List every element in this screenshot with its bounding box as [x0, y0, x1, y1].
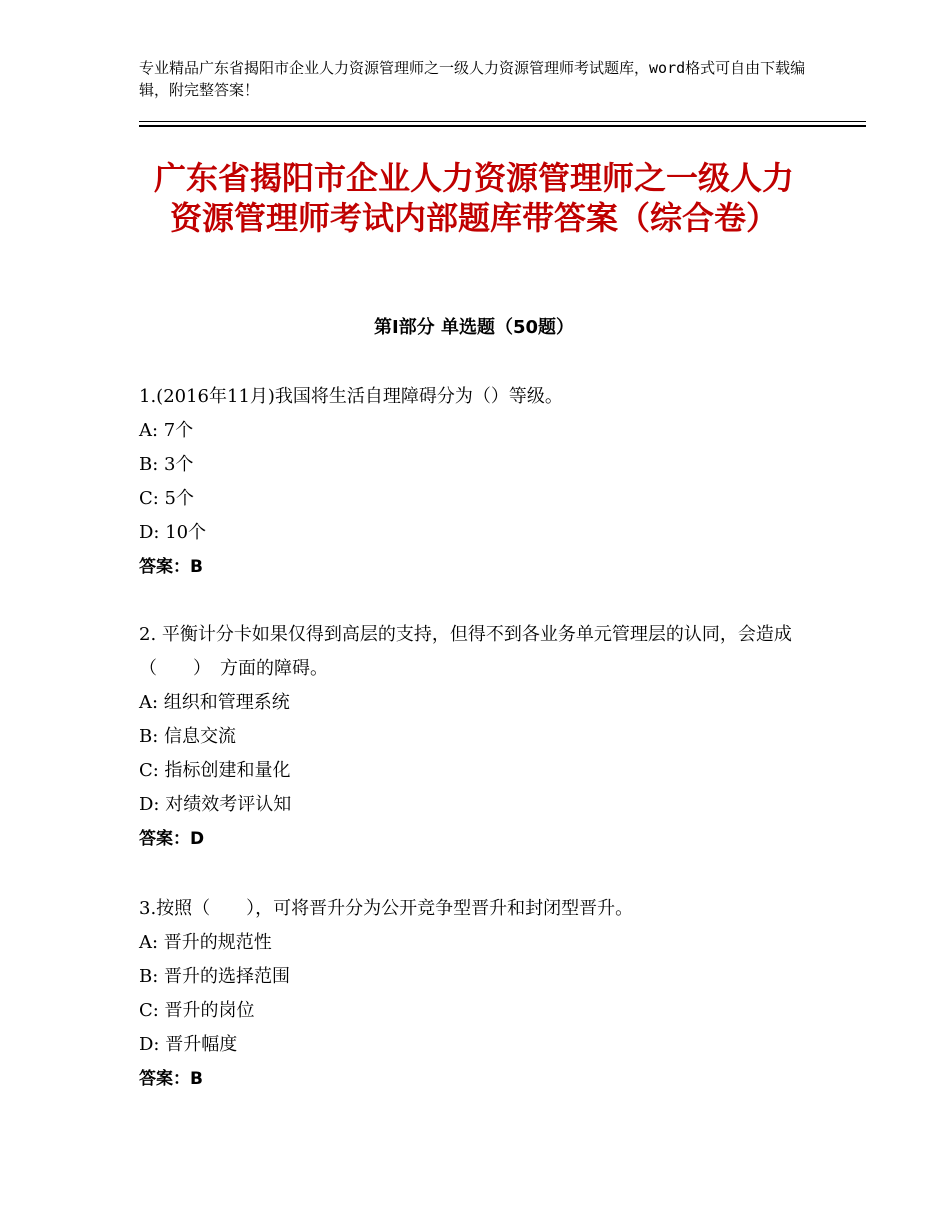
option-a: A: 7个: [139, 420, 194, 441]
question-text: 1.(2016年11月)我国将生活自理障碍分为（）等级。: [139, 386, 563, 407]
question-block: [139, 618, 819, 856]
header-divider: [139, 121, 866, 122]
option-c: C: 指标创建和量化: [139, 760, 291, 781]
question-text: 2. 平衡计分卡如果仅得到高层的支持，但得不到各业务单元管理层的认同，会造成（ ） 方面的障碍。: [139, 624, 792, 679]
answer-label: 答案：B: [139, 557, 203, 577]
question-block: [139, 380, 819, 584]
option-c: C: 晋升的岗位: [139, 1000, 255, 1021]
option-d: D: 对绩效考评认知: [139, 794, 292, 815]
header-divider-thick: [139, 125, 866, 127]
option-b: B: 晋升的选择范围: [139, 966, 291, 987]
option-c: C: 5个: [139, 488, 195, 509]
option-d: D: 10个: [139, 522, 207, 543]
document-title: 广东省揭阳市企业人力资源管理师之一级人力资源管理师考试内部题库带答案（综合卷）: [153, 159, 794, 237]
section-heading: 第Ⅰ部分 单选题（50题）: [373, 317, 574, 338]
question-block: [139, 892, 819, 1096]
option-a: A: 晋升的规范性: [139, 932, 272, 953]
answer-label: 答案：D: [139, 829, 205, 849]
answer-label: 答案：B: [139, 1069, 203, 1089]
question-text: 3.按照（ ），可将晋升分为公开竞争型晋升和封闭型晋升。: [139, 898, 634, 919]
option-d: D: 晋升幅度: [139, 1034, 238, 1055]
option-a: A: 组织和管理系统: [139, 692, 290, 713]
option-b: B: 3个: [139, 454, 194, 475]
header-note: 专业精品广东省揭阳市企业人力资源管理师之一级人力资源管理师考试题库，word格式可自由下载编辑，附完整答案！: [139, 59, 806, 99]
option-b: B: 信息交流: [139, 726, 237, 747]
